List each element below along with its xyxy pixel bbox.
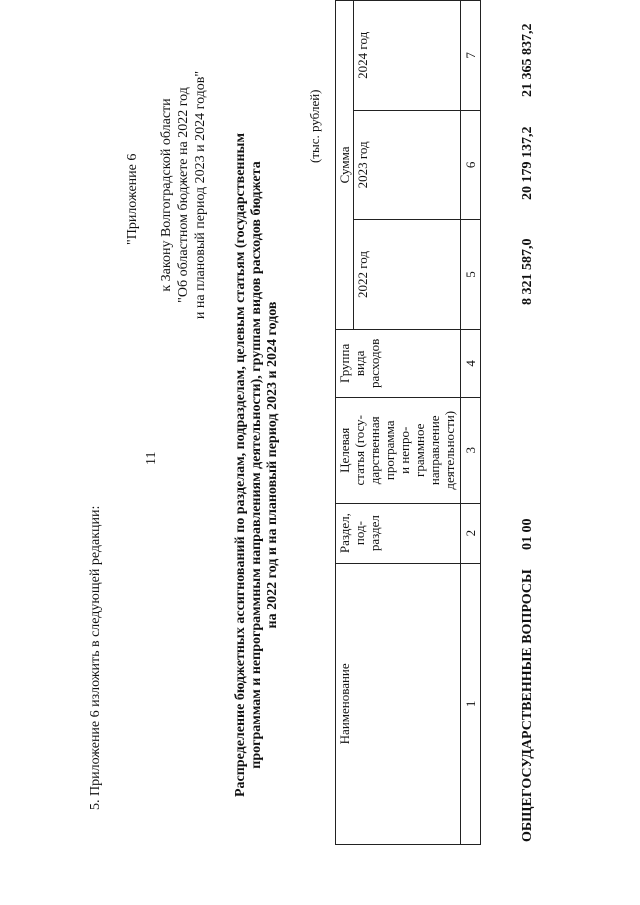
header-purpose: [336, 397, 461, 503]
law-reference-line: и на плановый период 2023 и 2024 годов": [193, 70, 208, 320]
header-purpose-line: граммное: [412, 423, 427, 477]
law-reference-line: к Закону Волгоградской области: [159, 98, 174, 292]
header-purpose-line: программа: [382, 420, 397, 481]
header-sum: Сумма: [336, 1, 354, 330]
header-year-2022: 2022 год: [354, 220, 461, 330]
row-section-code: 01 00: [520, 518, 535, 550]
header-group-line: вида: [352, 350, 367, 377]
law-reference: [158, 45, 209, 345]
column-number: 4: [461, 329, 481, 397]
header-group-line: Группа: [337, 343, 352, 383]
header-purpose-line: статья (госу-: [352, 415, 367, 486]
page-number: 11: [144, 451, 159, 465]
budget-table: [335, 0, 481, 845]
column-numbers-row: [461, 1, 481, 845]
column-number: 1: [461, 563, 481, 844]
law-reference-line: "Об областном бюджете на 2022 год: [176, 87, 191, 303]
row-value-2024: 21 365 837,2: [520, 23, 535, 97]
units-label: (тыс. рублей): [307, 89, 322, 163]
document-title-line: Распределение бюджетных ассигнований по разделам, подразделам, целевым статьям (государственным: [233, 132, 248, 798]
document-title-line: на 2022 год и на плановый период 2023 и 2024 годов: [265, 301, 280, 629]
table-row: [520, 23, 542, 845]
column-number: 7: [461, 1, 481, 111]
header-section: [336, 503, 461, 563]
header-purpose-line: и непро-: [397, 426, 412, 474]
header-section-line: раздел: [367, 515, 382, 552]
header-section-line: Раздел,: [337, 513, 352, 554]
header-year-2024: 2024 год: [354, 1, 461, 111]
column-number: 5: [461, 220, 481, 330]
document-title-line: программам и непрограммным направлениям деятельности), группам видов расходов бюджета: [249, 161, 264, 769]
document-title: [233, 85, 281, 845]
annex-label: "Приложение 6: [125, 153, 140, 245]
column-number: 6: [461, 110, 481, 220]
header-row: [336, 1, 354, 845]
row-value-2023: 20 179 137,2: [520, 126, 535, 200]
row-name: ОБЩЕГОСУДАРСТВЕННЫЕ ВОПРОСЫ: [520, 569, 535, 842]
header-year-2023: 2023 год: [354, 110, 461, 220]
header-purpose-line: дарственная: [367, 416, 382, 485]
column-number: 2: [461, 503, 481, 563]
amendment-note: 5. Приложение 6 изложить в следующей редакции:: [88, 505, 103, 810]
header-name: Наименование: [336, 563, 461, 844]
header-section-line: под-: [352, 521, 367, 546]
header-purpose-line: Целевая: [337, 427, 352, 473]
column-number: 3: [461, 397, 481, 503]
header-group: [336, 329, 461, 397]
header-purpose-line: направление: [427, 415, 442, 486]
header-group-line: расходов: [367, 338, 382, 389]
header-purpose-line: деятельности): [442, 410, 457, 490]
row-value-2022: 8 321 587,0: [520, 238, 535, 305]
